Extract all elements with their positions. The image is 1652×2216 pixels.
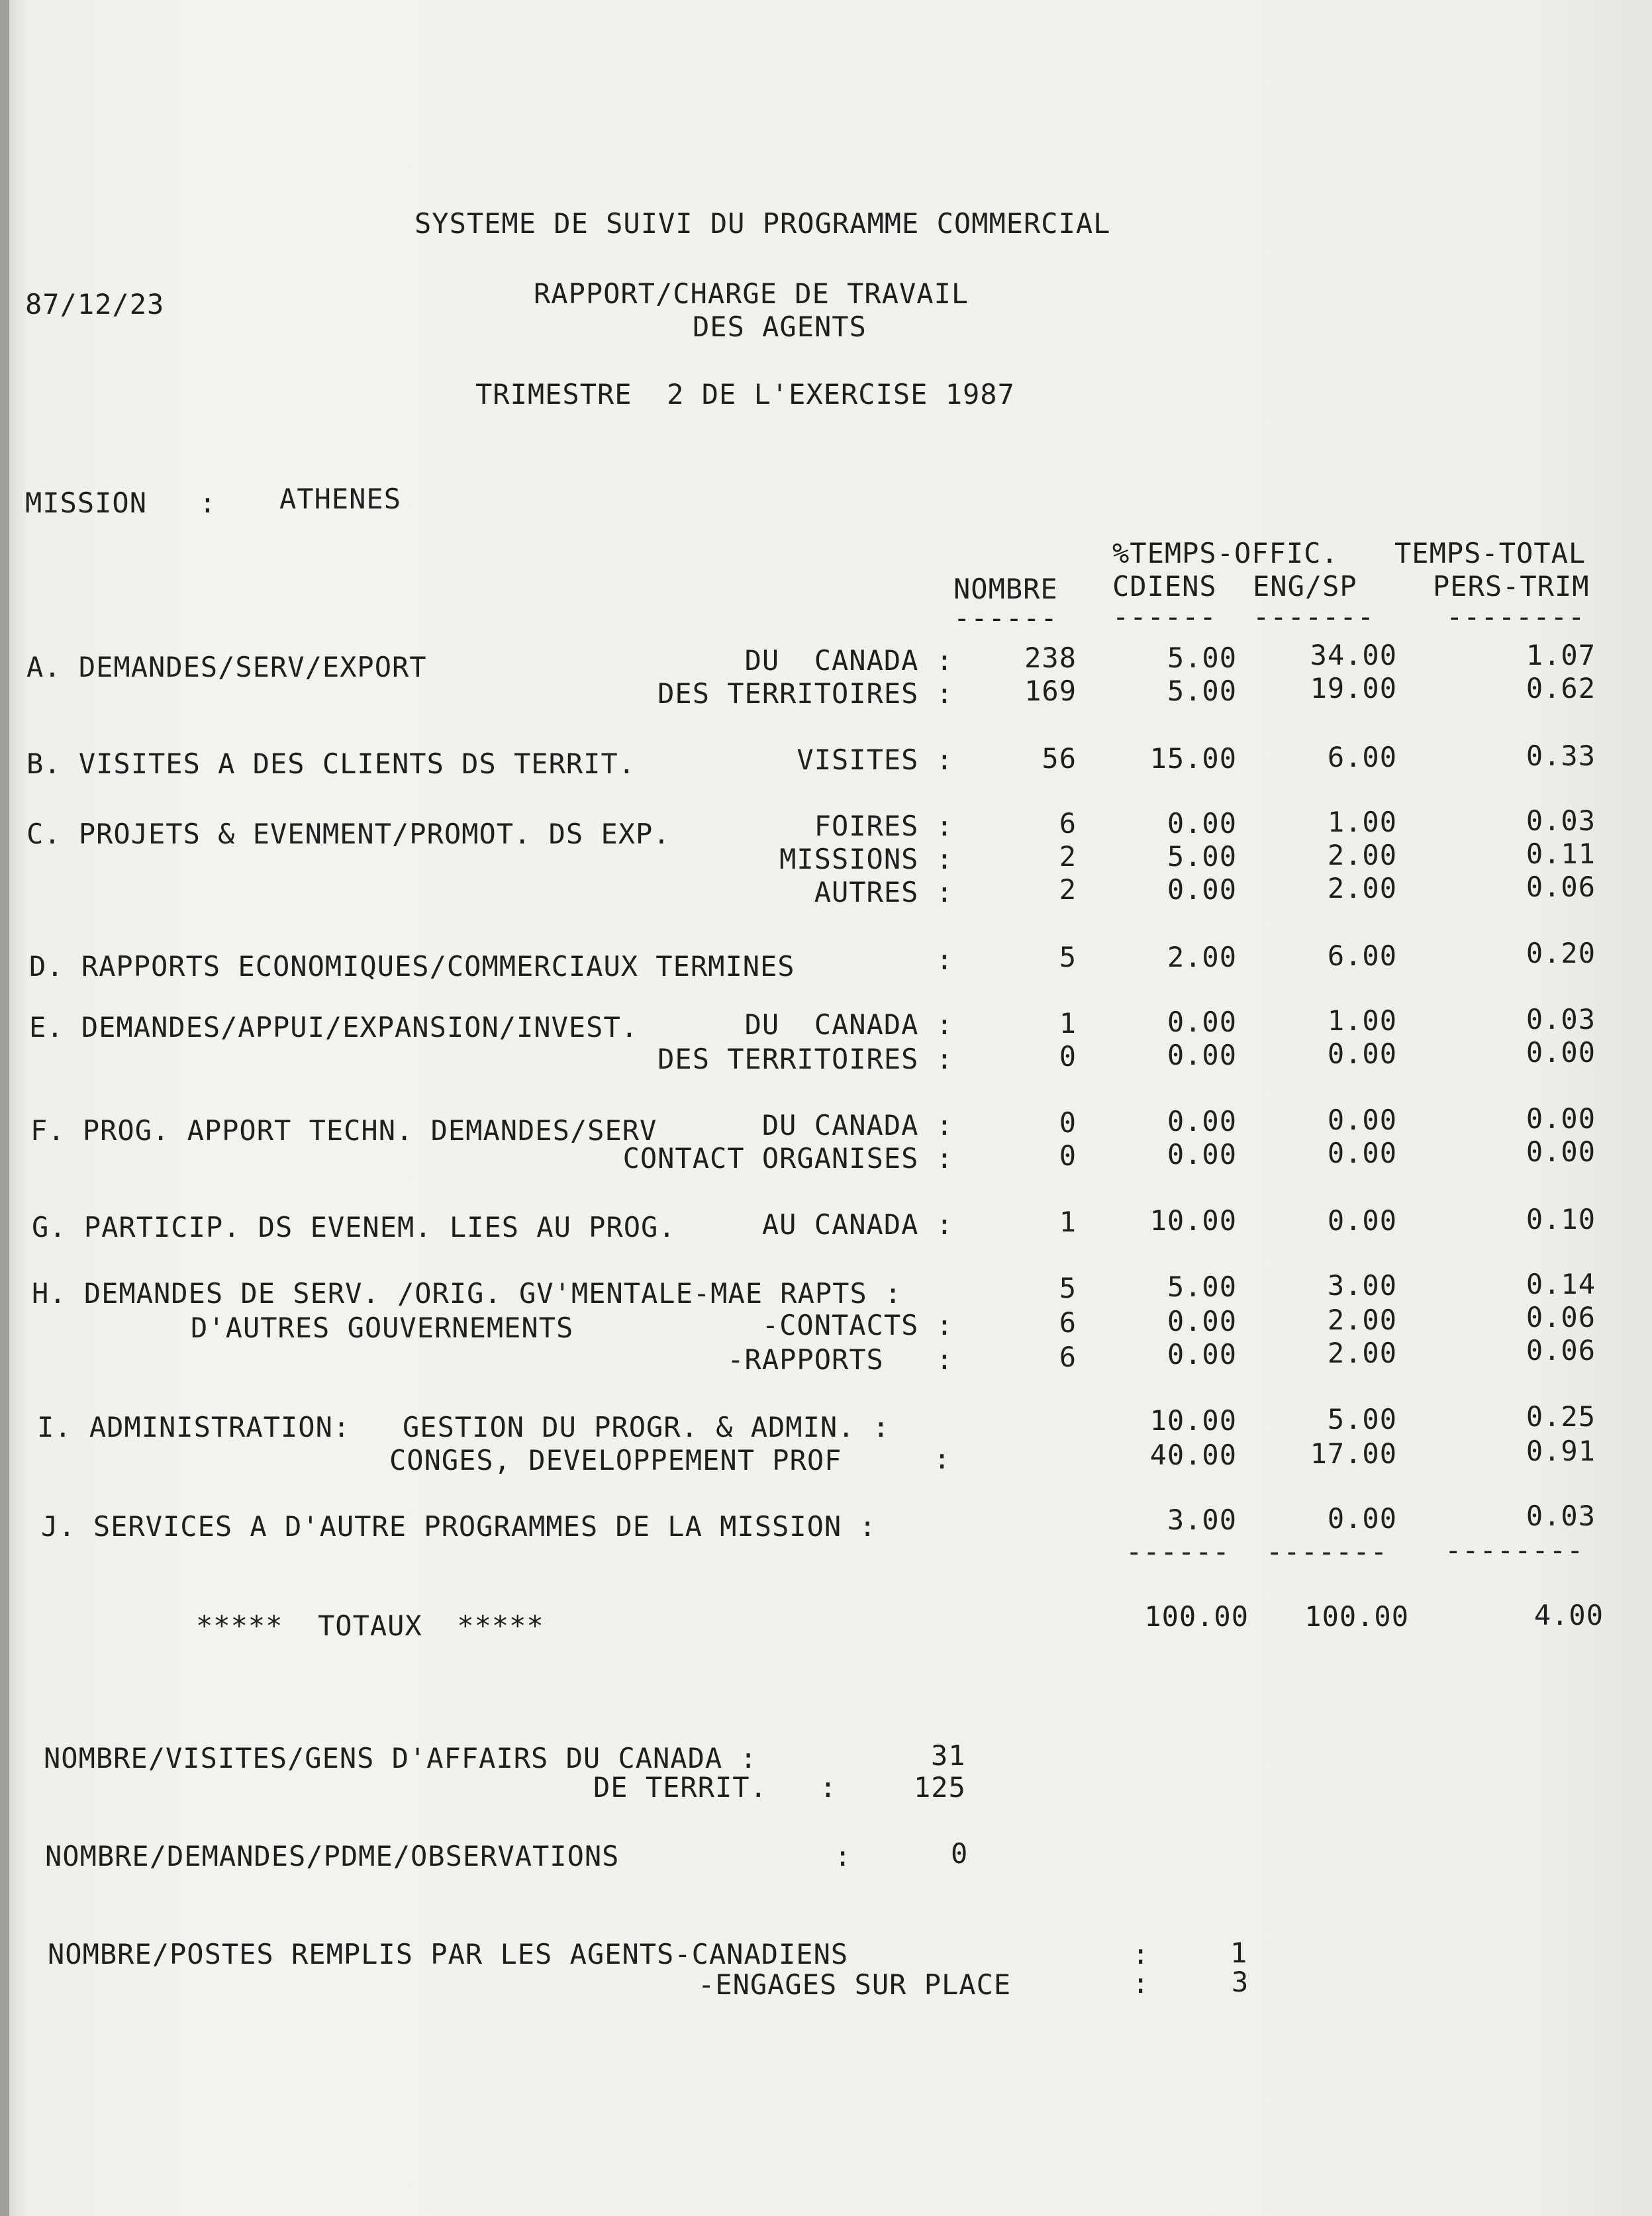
row-h2-engsp: 2.00 <box>1327 1304 1397 1336</box>
column-header-temps-total: TEMPS-TOTAL <box>1394 537 1586 569</box>
report-title-line1: RAPPORT/CHARGE DE TRAVAIL <box>534 277 969 310</box>
summary-demandes-label: NOMBRE/DEMANDES/PDME/OBSERVATIONS <box>45 1840 620 1872</box>
row-e2-cdiens: 0.00 <box>1167 1039 1237 1071</box>
row-h3-nombre: 6 <box>1059 1341 1077 1373</box>
row-j-cdiens: 3.00 <box>1167 1504 1237 1536</box>
row-e-sub-territoires: DES TERRITOIRES : <box>657 1043 953 1075</box>
row-c2-pers: 0.11 <box>1526 838 1596 870</box>
row-i2-pers: 0.91 <box>1526 1435 1596 1467</box>
row-f2-cdiens: 0.00 <box>1167 1138 1237 1171</box>
row-a-sub-canada: DU CANADA : <box>744 644 953 677</box>
row-e2-engsp: 0.00 <box>1327 1037 1397 1070</box>
summary-visites-terr-label: DE TERRIT. : <box>593 1771 838 1804</box>
row-c-sub-autres: AUTRES : <box>814 876 953 908</box>
row-h3-pers: 0.06 <box>1526 1334 1596 1367</box>
row-c1-pers: 0.03 <box>1526 804 1596 837</box>
row-i-conges-colon: : <box>934 1443 951 1475</box>
row-a-engsp: 34.00 <box>1310 639 1397 671</box>
row-d-label: D. RAPPORTS ECONOMIQUES/COMMERCIAUX TERMINES <box>29 950 795 983</box>
column-rule-cdiens: ------ <box>1112 601 1217 633</box>
column-header-pers-trim: PERS-TRIM <box>1433 570 1590 602</box>
row-a-cdiens: 5.00 <box>1167 642 1237 674</box>
row-d-engsp: 6.00 <box>1327 939 1397 972</box>
column-header-pct-temps: %TEMPS-OFFIC. <box>1112 537 1339 569</box>
column-rule-pers-trim: -------- <box>1446 601 1586 633</box>
row-i2-cdiens: 40.00 <box>1149 1439 1237 1471</box>
column-header-nombre: NOMBRE <box>953 573 1058 605</box>
row-c1-engsp: 1.00 <box>1327 806 1397 838</box>
column-rule-engsp: ------- <box>1253 601 1375 633</box>
row-g-nombre: 1 <box>1059 1206 1077 1238</box>
row-c-label: C. PROJETS & EVENMENT/PROMOT. DS EXP. <box>26 818 671 850</box>
row-f-sub-contact: CONTACT ORGANISES : <box>622 1142 953 1175</box>
row-f2-nombre: 0 <box>1059 1139 1077 1172</box>
totals-cdiens: 100.00 <box>1144 1600 1249 1633</box>
row-b-nombre: 56 <box>1042 742 1077 775</box>
totals-rule-cdiens: ------ <box>1126 1535 1230 1568</box>
row-c2-cdiens: 5.00 <box>1167 840 1237 873</box>
row-d-sub: : <box>936 943 953 976</box>
row-i1-engsp: 5.00 <box>1327 1403 1397 1435</box>
summary-postes-colon2: : <box>1132 1967 1150 1999</box>
row-h-label-gouvernements: D'AUTRES GOUVERNEMENTS <box>191 1312 574 1344</box>
row-e2-nombre: 0 <box>1059 1040 1077 1073</box>
summary-postes-label: NOMBRE/POSTES REMPLIS PAR LES AGENTS-CANADIENS <box>48 1938 849 1970</box>
row-h-label: H. DEMANDES DE SERV. /ORIG. GV'MENTALE-MAE RAPTS : <box>32 1277 902 1310</box>
mission-value: ATHENES <box>279 483 402 515</box>
row-e1-pers: 0.03 <box>1526 1003 1596 1036</box>
row-e2-pers: 0.00 <box>1526 1036 1596 1069</box>
summary-demandes-colon: : <box>834 1840 852 1872</box>
report-system-title: SYSTEME DE SUIVI DU PROGRAMME COMMERCIAL <box>414 207 1111 240</box>
row-c3-cdiens: 0.00 <box>1167 873 1237 906</box>
summary-visites-label: NOMBRE/VISITES/GENS D'AFFAIRS DU CANADA : <box>44 1742 757 1774</box>
row-g-label: G. PARTICIP. DS EVENEM. LIES AU PROG. <box>32 1211 676 1243</box>
binding-edge <box>0 0 9 2216</box>
row-f1-engsp: 0.00 <box>1327 1104 1397 1136</box>
totals-label: ***** TOTAUX ***** <box>196 1610 544 1642</box>
summary-visites-canada: 31 <box>931 1739 966 1772</box>
row-a2-cdiens: 5.00 <box>1167 675 1237 707</box>
row-j-label: J. SERVICES A D'AUTRE PROGRAMMES DE LA MISSION : <box>41 1510 877 1543</box>
row-j-pers: 0.03 <box>1526 1500 1596 1532</box>
row-g-cdiens: 10.00 <box>1149 1204 1237 1237</box>
mission-label: MISSION : <box>25 487 217 519</box>
summary-postes-sur-place: 3 <box>1232 1966 1249 1998</box>
row-i-label-conges: CONGES, DEVELOPPEMENT PROF <box>389 1444 842 1476</box>
column-header-cdiens: CDIENS <box>1112 570 1217 602</box>
row-a2-pers: 0.62 <box>1526 672 1596 704</box>
row-h1-engsp: 3.00 <box>1327 1269 1397 1302</box>
row-b-pers: 0.33 <box>1526 740 1596 772</box>
row-c2-engsp: 2.00 <box>1327 839 1397 871</box>
row-a2-engsp: 19.00 <box>1310 672 1397 704</box>
row-f1-pers: 0.00 <box>1526 1102 1596 1135</box>
row-h-sub-rapports: -RAPPORTS : <box>727 1343 953 1376</box>
row-e1-engsp: 1.00 <box>1327 1004 1397 1037</box>
summary-postes-colon1: : <box>1132 1938 1150 1970</box>
row-f2-pers: 0.00 <box>1526 1135 1596 1168</box>
row-c2-nombre: 2 <box>1059 840 1077 873</box>
row-c3-pers: 0.06 <box>1526 871 1596 903</box>
column-header-engsp: ENG/SP <box>1253 570 1357 602</box>
row-i2-engsp: 17.00 <box>1310 1437 1397 1470</box>
report-period: TRIMESTRE 2 DE L'EXERCISE 1987 <box>475 378 1015 410</box>
report-date: 87/12/23 <box>25 288 165 320</box>
totals-rule-engsp: ------- <box>1266 1535 1388 1568</box>
row-e1-cdiens: 0.00 <box>1167 1006 1237 1038</box>
report-title-line2: DES AGENTS <box>693 311 867 343</box>
row-i-label: I. ADMINISTRATION: GESTION DU PROGR. & ADMIN. : <box>37 1411 891 1443</box>
row-d-nombre: 5 <box>1059 941 1077 973</box>
row-c1-cdiens: 0.00 <box>1167 807 1237 840</box>
row-h2-nombre: 6 <box>1059 1306 1077 1339</box>
row-f1-cdiens: 0.00 <box>1167 1105 1237 1137</box>
row-e1-nombre: 1 <box>1059 1007 1077 1039</box>
row-a-label: A. DEMANDES/SERV/EXPORT <box>26 651 427 683</box>
row-b-sub: VISITES : <box>797 744 953 776</box>
row-h3-engsp: 2.00 <box>1327 1337 1397 1369</box>
row-i1-pers: 0.25 <box>1526 1400 1596 1433</box>
totals-engsp: 100.00 <box>1304 1600 1409 1633</box>
row-b-cdiens: 15.00 <box>1149 742 1237 775</box>
row-h2-pers: 0.06 <box>1526 1301 1596 1333</box>
row-j-engsp: 0.00 <box>1327 1502 1397 1535</box>
row-f1-nombre: 0 <box>1059 1106 1077 1139</box>
row-g-pers: 0.10 <box>1526 1203 1596 1235</box>
row-f-label: F. PROG. APPORT TECHN. DEMANDES/SERV <box>30 1114 657 1147</box>
row-d-pers: 0.20 <box>1526 937 1596 969</box>
row-h1-pers: 0.14 <box>1526 1268 1596 1300</box>
row-f2-engsp: 0.00 <box>1327 1137 1397 1169</box>
summary-demandes-value: 0 <box>951 1837 969 1870</box>
row-h3-cdiens: 0.00 <box>1167 1338 1237 1371</box>
summary-visites-terr: 125 <box>914 1771 966 1804</box>
row-b-label: B. VISITES A DES CLIENTS DS TERRIT. <box>26 747 636 780</box>
summary-postes-sur-place-label: -ENGAGES SUR PLACE <box>698 1968 1012 2001</box>
row-c1-nombre: 6 <box>1059 807 1077 840</box>
row-g-engsp: 0.00 <box>1327 1204 1397 1237</box>
row-h2-cdiens: 0.00 <box>1167 1305 1237 1337</box>
row-f-sub-canada: DU CANADA : <box>761 1109 953 1141</box>
row-h1-nombre: 5 <box>1059 1272 1077 1304</box>
row-a-sub-territoires: DES TERRITOIRES : <box>657 677 953 710</box>
row-b-engsp: 6.00 <box>1327 741 1397 773</box>
row-a-pers: 1.07 <box>1526 639 1596 671</box>
row-e-sub-canada: DU CANADA : <box>744 1008 953 1041</box>
row-c3-nombre: 2 <box>1059 873 1077 906</box>
row-a2-nombre: 169 <box>1024 675 1077 707</box>
column-rule-nombre: ------ <box>953 602 1058 634</box>
row-h1-cdiens: 5.00 <box>1167 1271 1237 1303</box>
row-d-cdiens: 2.00 <box>1167 941 1237 973</box>
row-i1-cdiens: 10.00 <box>1149 1404 1237 1437</box>
row-h-sub-contacts: -CONTACTS : <box>761 1309 953 1341</box>
row-g-sub: AU CANADA : <box>761 1208 953 1241</box>
row-a-nombre: 238 <box>1024 642 1077 674</box>
summary-postes-canadiens: 1 <box>1230 1937 1248 1969</box>
row-c3-engsp: 2.00 <box>1327 872 1397 904</box>
totals-pers: 4.00 <box>1533 1599 1604 1631</box>
row-c-sub-foires: FOIRES : <box>814 810 953 842</box>
row-e-label: E. DEMANDES/APPUI/EXPANSION/INVEST. <box>29 1011 639 1043</box>
row-c-sub-missions: MISSIONS : <box>779 843 953 875</box>
totals-rule-pers: -------- <box>1445 1534 1584 1566</box>
